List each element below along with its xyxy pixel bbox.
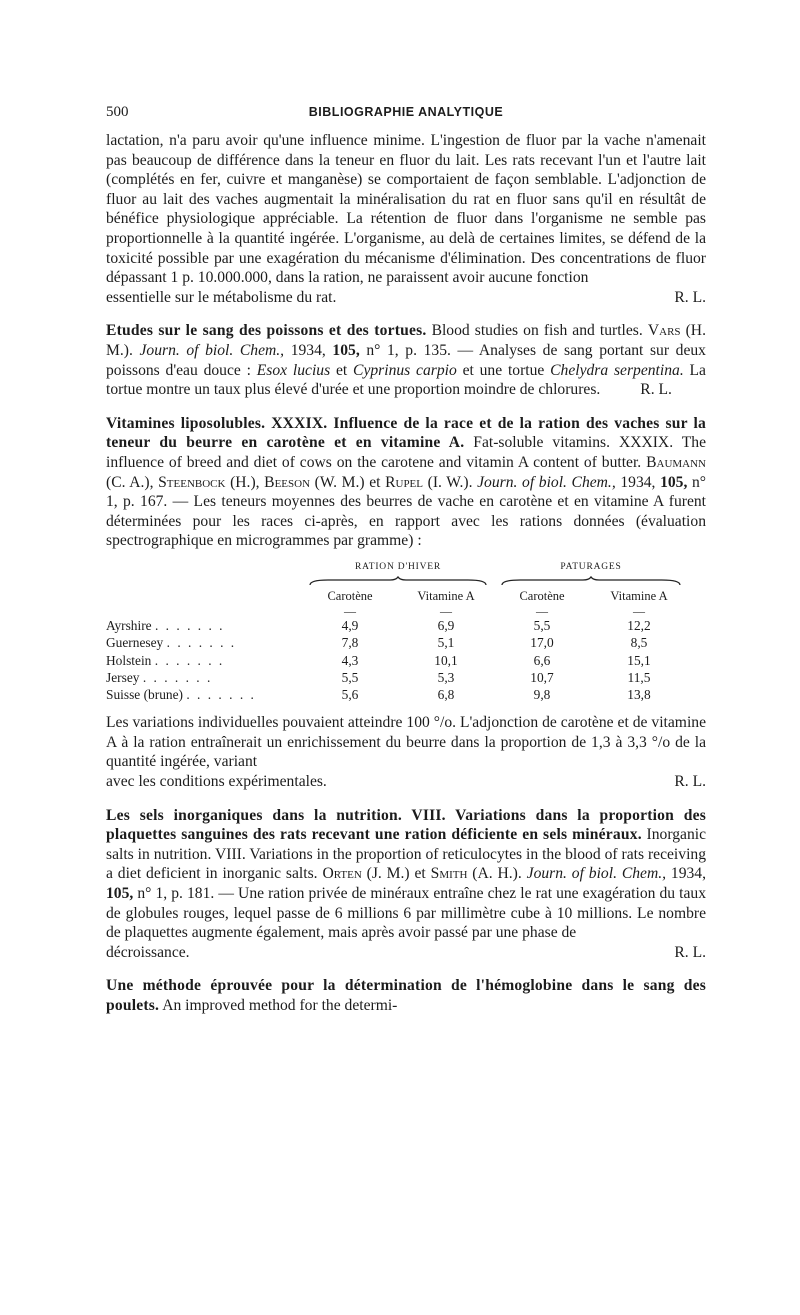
- intro-initials: R. L.: [674, 288, 706, 306]
- brace: [494, 576, 688, 586]
- table-row: Guernesey . . . . . . . 7,8 5,1 17,0 8,5: [106, 635, 648, 651]
- column-header: Carotène: [519, 589, 565, 604]
- entry-heading: Etudes sur le sang des poissons et des tortues.: [106, 322, 427, 340]
- intro-last-line: essentielle sur le métabolisme du rat.: [106, 288, 337, 306]
- column-header: Carotène: [327, 589, 373, 604]
- table-row: Ayrshire . . . . . . . 4,9 6,9 5,5 12,2: [106, 618, 651, 634]
- entry-inorganic-salts: Les sels inorganiques dans la nutrition. VIII. Variations dans la proportion des plaquettes sanguines des rats recevant une ration déficiente en sels minéraux. Inorganic salts in nutrition. VIII. Variations in the proportion of reticulocytes in the blood of rats receiving a diet deficient in inorganic salts. Orten (J. M.) et Smith (A. H.). Journ. of biol. Chem., 1934, 105, n° 1, p. 181. — Une ration privée de minéraux entraîne chez le rat une exagération du taux de globules rouges, lequel passe de 6 millions 6 par millimètre cube à 10 millions. Le nombre de plaquettes augmente également, mais après avoir passé par une phase de: [106, 806, 706, 942]
- entry-initials: R. L.: [640, 381, 672, 399]
- entry-heading: Une méthode éprouvée pour la détermination de l'hémoglobine dans le sang des poulets.: [106, 977, 706, 1015]
- group-header-winter: RATION D'HIVER: [354, 561, 441, 572]
- table-row: Holstein . . . . . . . 4,3 10,1 6,6 15,1: [106, 652, 651, 668]
- group-header-pasture: PATURAGES: [560, 561, 622, 572]
- running-title: BIBLIOGRAPHIE ANALYTIQUE: [308, 105, 504, 119]
- entry-fish-turtles: Etudes sur le sang des poissons et des tortues. Blood studies on fish and turtles. Vars (H. M.). Journ. of biol. Chem., 1934, 105, n° 1, p. 135. — Analyses de sang portant sur deux poissons d'eau douce : Esox lucius et Cyprinus carpio et une tortue Chelydra serpentina. La tortue montre un taux plus élevé d'urée et une proportion moindre de chlorures. R. L.: [106, 322, 706, 399]
- brace: [302, 576, 494, 586]
- intro-paragraph: lactation, n'a paru avoir qu'une influence minime. L'ingestion de fluor par la vache n'amenait pas beaucoup de différence dans la teneur en fluor du lait. Les rats recevant l'un et l'autre lait (complétés en fer, cuivre et manganèse) se comportaient de façon semblable. L'adjonction de fluor au lait des vaches augmentait la minéralisation du rat en fluor sans qu'il en résultât de bénéfice physiologique appréciable. La rétention de fluor dans l'organisme ne semble pas proportionnelle à la quantité ingérée. L'organisme, au delà de certaines limites, se défend de la toxicité possible par une exagération du mécanisme d'élimination. Des concentrations de fluor dépassant 1 p. 10.000.000, dans la ration, ne paraissent avoir aucune fonction: [106, 132, 706, 287]
- column-header: Vitamine A: [417, 589, 475, 604]
- page-header: [106, 104, 706, 124]
- table-row: Jersey . . . . . . . 5,5 5,3 10,7 11,5: [106, 669, 651, 685]
- entry-hemoglobin: Une méthode éprouvée pour la détermination de l'hémoglobine dans le sang des poulets. An improved method for the determi-: [106, 977, 706, 1015]
- entry-heading: Vitamines liposolubles. XXXIX. Influence de la race et de la ration des vaches sur la teneur du beurre en carotène et en vitamine A.: [106, 414, 706, 452]
- page-number: 500: [106, 104, 129, 120]
- entry-initials: R. L.: [674, 943, 706, 961]
- entry-heading: Les sels inorganiques dans la nutrition. VIII. Variations dans la proportion des plaquettes sanguines des rats recevant une ration déficiente en sels minéraux.: [106, 806, 706, 844]
- entry-vitamins-conclusion: Les variations individuelles pouvaient atteindre 100 °/o. L'adjonction de carotène et de vitamine A à la ration entraînerait un enrichissement du beurre dans la proportion de 1,3 à 3,3 °/o de la quantité ingérée, variant: [106, 714, 706, 771]
- column-header: Vitamine A: [610, 589, 668, 604]
- body-text: lactation, n'a paru avoir qu'une influence minime. L'ingestion de fluor par la vache n'amenait pas beaucoup de différence dans la teneur en fluor du lait. Les rats recevant l'un et l'autre lait (complétés en fer, cuivre et manganèse) se comportaient de façon semblable. L'adjonction de fluor au lait des vaches augmentait la minéralisation du rat en fluor sans qu'il en résultât de bénéfice physiologique appréciable. La rétention de fluor dans l'organisme ne semble pas proportionnelle à la quantité ingérée. L'organisme, au delà de certaines limites, se défend de la toxicité possible par une exagération du mécanisme d'élimination. Des concentrations de fluor dépassant 1 p. 10.000.000, dans la ration, ne paraissent avoir aucune fonction essentielle sur le métabolisme du rat. R. L. Etudes sur le sang des poissons et des tortues. Blood studies on fish and turtles. Vars (H. M.). Journ. of biol. Chem., 1934, 105, n° 1, p. 135. — Analyses de sang portant sur deux poissons d'eau douce : Esox lucius et Cyprinus carpio et une tortue Chelydra serpentina. La tortue montre un taux plus élevé d'urée et une proportion moindre de chlorures. R. L. Vitamines liposolubles. XXXIX. Influence de la race et de la ration des vaches sur la teneur du beurre en carotène et en vitamine A. Fat-soluble vitamins. XXXIX. The influence of breed and diet of cows on the carotene and vitamin A content of butter. Baumann (C. A.), Steenbock (H.), Beeson (W. M.) et Rupel (I. W.). Journ. of biol. Chem., 1934, 105, n° 1, p. 167. — Les teneurs moyennes des beurres de vache en carotène et en vitamine A furent déterminées pour les races ci-après, en rapport avec les rations données (évaluation spectrographique en microgrammes par gramme) : RATION D'HIVER PATURAGES Carotène Vitamine A Carotène Vitamine A — — — — Ayrshire . . . . . . . 4,9 6,9 5,5 12,2 Guernesey . . . . . . . 7,8 5,1 17,0 8,5 Holstein . . . . . . . 4,3 10,1 6,6 15,1 Jersey . . . . . . . 5,5 5,3 10,7 11,5 Suisse (brune) . . . . . . . 5,6 6,8 9,8 13,8 Les variations individuelles pouvaient atteindre 100 °/o. L'adjonction de carotène et de vitamine A à la ration entraînerait un enrichissement du beurre dans la proportion de 1,3 à 3,3 °/o de la quantité ingérée, variant avec les conditions expérimentales. R. L. Les sels inorganiques dans la nutrition. VIII. Variations dans la proportion des plaquettes sanguines des rats recevant une ration déficiente en sels minéraux. Inorganic salts in nutrition. VIII. Variations in the proportion of reticulocytes in the blood of rats receiving a diet deficient in inorganic salts. Orten (J. M.) et Smith (A. H.). Journ. of biol. Chem., 1934, 105, n° 1, p. 181. — Une ration privée de minéraux entraîne chez le rat une exagération du taux de globules rouges, lequel passe de 6 millions 6 par millimètre cube à 10 millions. Le nombre de plaquettes augmente également, mais après avoir passé par une phase de décroissance. R. L. Une méthode éprouvée pour la détermination de l'hémoglobine dans le sang des poulets. An improved method for the determi-: [106, 132, 707, 1015]
- entry-vitamins: Vitamines liposolubles. XXXIX. Influence de la race et de la ration des vaches sur la teneur du beurre en carotène et en vitamine A. Fat-soluble vitamins. XXXIX. The influence of breed and diet of cows on the carotene and vitamin A content of butter. Baumann (C. A.), Steenbock (H.), Beeson (W. M.) et Rupel (I. W.). Journ. of biol. Chem., 1934, 105, n° 1, p. 167. — Les teneurs moyennes des beurres de vache en carotène et en vitamine A furent déterminées pour les races ci-après, en rapport avec les rations données (évaluation spectrographique en microgrammes par gramme) :: [106, 414, 707, 550]
- table-row: Suisse (brune) . . . . . . . 5,6 6,8 9,8 13,8: [106, 687, 651, 703]
- carotene-table: RATION D'HIVER PATURAGES Carotène Vitamine A Carotène Vitamine A — — — — Ayrshire . . . . . . . 4,9 6,9 5,5 12,2 Guernesey . . . . . . . 7,8 5,1 17,0 8,5 Holstein . . . . . . . 4,3 10,1 6,6 15,1 Jersey . . . . . . . 5,5 5,3 10,7 11,5 Suisse (brune) . . . . . . . 5,6 6,8 9,8 13,8: [106, 559, 706, 703]
- entry-initials: R. L.: [674, 773, 706, 791]
